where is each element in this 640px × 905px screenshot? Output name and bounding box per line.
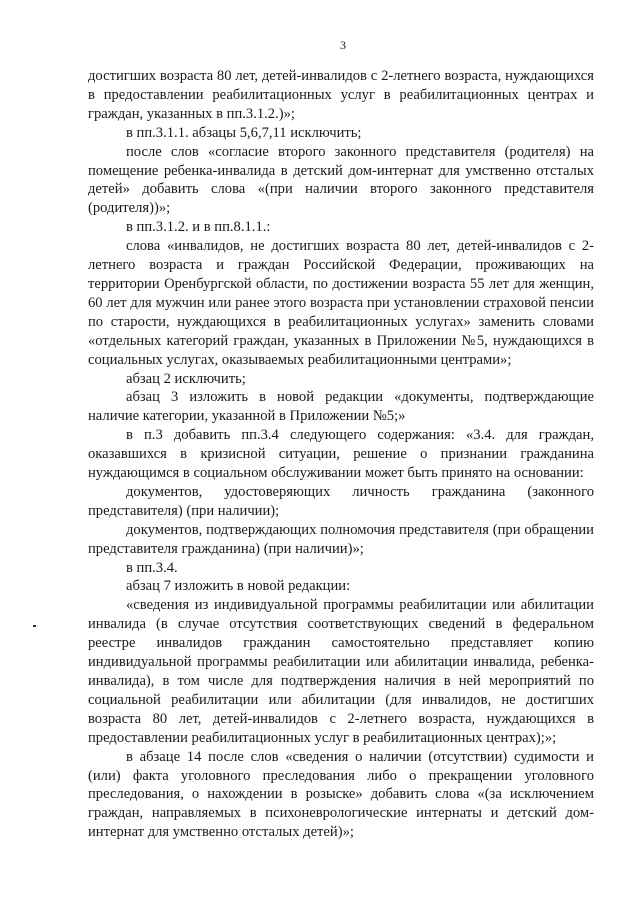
paragraph: абзац 7 изложить в новой редакции: (126, 578, 351, 595)
page-number: 3 (340, 38, 346, 52)
paragraph: после слов «согласие второго законного представителя (родителя) на помещение ребенка-инвалида в детский дом-интернат для умственно отсталых детей» добавить слова «(при наличии второго законного представителя (родителя))»; (88, 143, 594, 217)
paragraph: «сведения из индивидуальной программы реабилитации или абилитации инвалида (в случае отсутствия соответствующих сведений в федеральном реестре инвалидов гражданин самостоятельно представляет копию индивидуальной программы реабилитации или абилитации инвалида, ребенка-инвалида), в том числе для подтверждения наличия в ней мероприятий по социальной реабилитации или абилитации (для инвалидов, не достигших возраста 80 лет, детей-инвалидов с 2-летнего возраста, нуждающихся в предоставлении реабилитационных услуг в реабилитационных центрах);»; (88, 597, 594, 746)
paragraph: в абзаце 14 после слов «сведения о наличии (отсутствии) судимости и (или) факта уголовного преследования либо о прекращении уголовного преследования, о нахождении в розыске» добавить слова «(за исключением граждан, направляемых в психоневрологические интернаты и детский дом-интернат для умственно отсталых детей)»; (88, 748, 594, 841)
paragraph: достигших возраста 80 лет, детей-инвалидов с 2-летнего возраста, нуждающихся в предоставлении реабилитационных услуг в реабилитационных центрах и граждан, указанных в пп.3.1.2.)»; (88, 68, 594, 122)
paragraph: абзац 3 изложить в новой редакции «документы, подтверждающие наличие категории, указанной в Приложении №5;» (88, 389, 594, 425)
scan-mark (33, 625, 36, 627)
paragraph: в пп.3.4. (126, 559, 178, 576)
paragraph: документов, подтверждающих полномочия представителя (при обращении представителя гражданина) (при наличии)»; (88, 521, 594, 557)
paragraph: в п.3 добавить пп.3.4 следующего содержания: «3.4. для граждан, оказавшихся в кризисной ситуации, решение о признании гражданина нуждающимся в социальном обслуживании может быть принято на основании: (88, 427, 594, 482)
paragraph: абзац 2 исключить; (126, 370, 246, 387)
paragraph: документов, удостоверяющих личность гражданина (законного представителя) (при наличии); (88, 483, 594, 519)
document-body (88, 67, 594, 842)
paragraph: слова «инвалидов, не достигших возраста 80 лет, детей-инвалидов с 2-летнего возраста и граждан Российской Федерации, проживающих на территории Оренбургской области, по достижении возраста 55 лет для женщин, 60 лет для мужчин или ранее этого возраста при установлении страховой пенсии по старости, нуждающихся в реабилитационных услугах» заменить словами «отдельных категорий граждан, указанных в Приложении №5, нуждающихся в социальных услугах, оказываемых реабилитационными центрами»; (88, 238, 594, 368)
paragraph: в пп.3.1.2. и в пп.8.1.1.: (126, 219, 271, 236)
paragraph: в пп.3.1.1. абзацы 5,6,7,11 исключить; (126, 124, 362, 141)
